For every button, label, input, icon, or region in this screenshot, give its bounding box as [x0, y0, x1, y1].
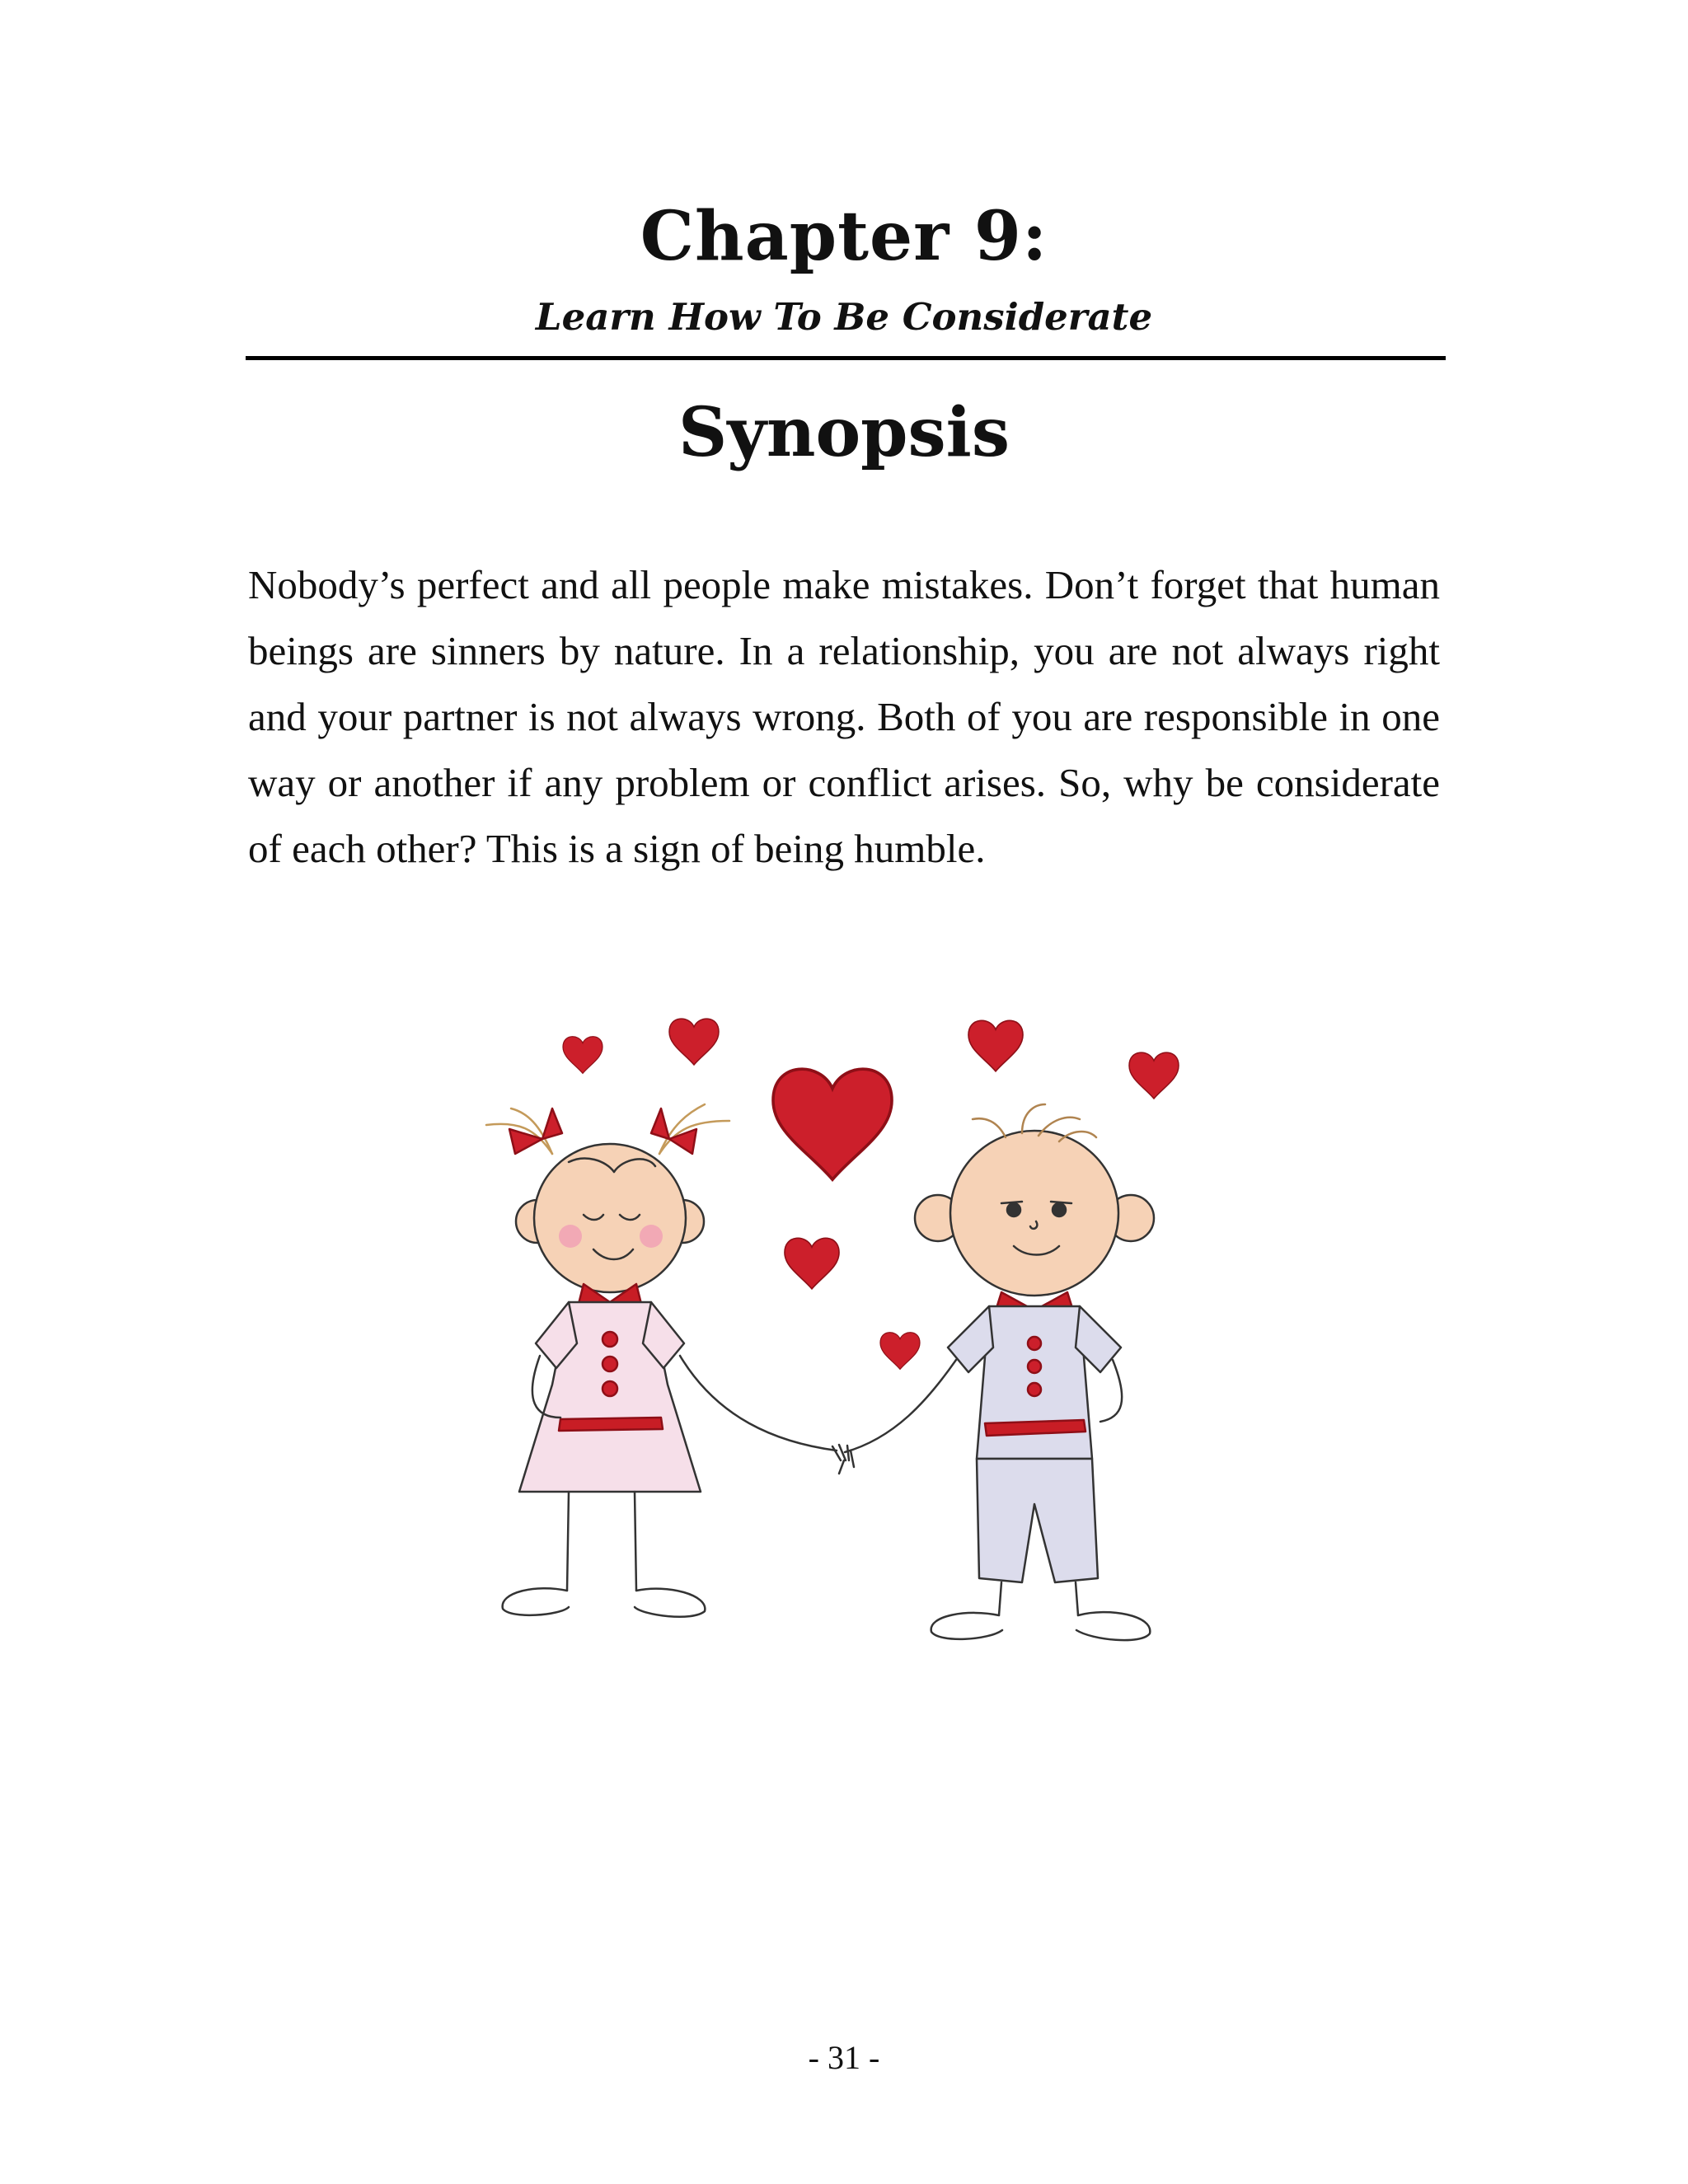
- heart-icon: [669, 1019, 719, 1065]
- heart-icon: [773, 1069, 892, 1179]
- heart-icon: [563, 1037, 603, 1074]
- joined-hands: [832, 1445, 854, 1474]
- page-number: - 31 -: [808, 2039, 880, 2076]
- heart-icon: [968, 1020, 1023, 1071]
- chapter-subtitle: Learn How To Be Considerate: [535, 295, 1153, 339]
- chapter-title: Chapter 9:: [640, 197, 1048, 276]
- section-heading: Synopsis: [678, 393, 1010, 472]
- heart-icon: [1129, 1052, 1179, 1099]
- girl-figure: [486, 1104, 837, 1617]
- body-paragraph: Nobody’s perfect and all people make mistakes. Don’t forget that human beings are sinners by nature. In a relationship, you are not always right and your partner is not always wrong. Both of you are responsible in one way or another if any problem or conflict arises. So, why be considerate of each other? This is a sign of being humble.: [248, 562, 1440, 871]
- heart-icon: [880, 1333, 920, 1370]
- boy-figure: [845, 1104, 1154, 1640]
- couple-hearts-illustration: [445, 956, 1253, 1714]
- heart-icon: [785, 1238, 839, 1288]
- title-divider: [246, 356, 1446, 360]
